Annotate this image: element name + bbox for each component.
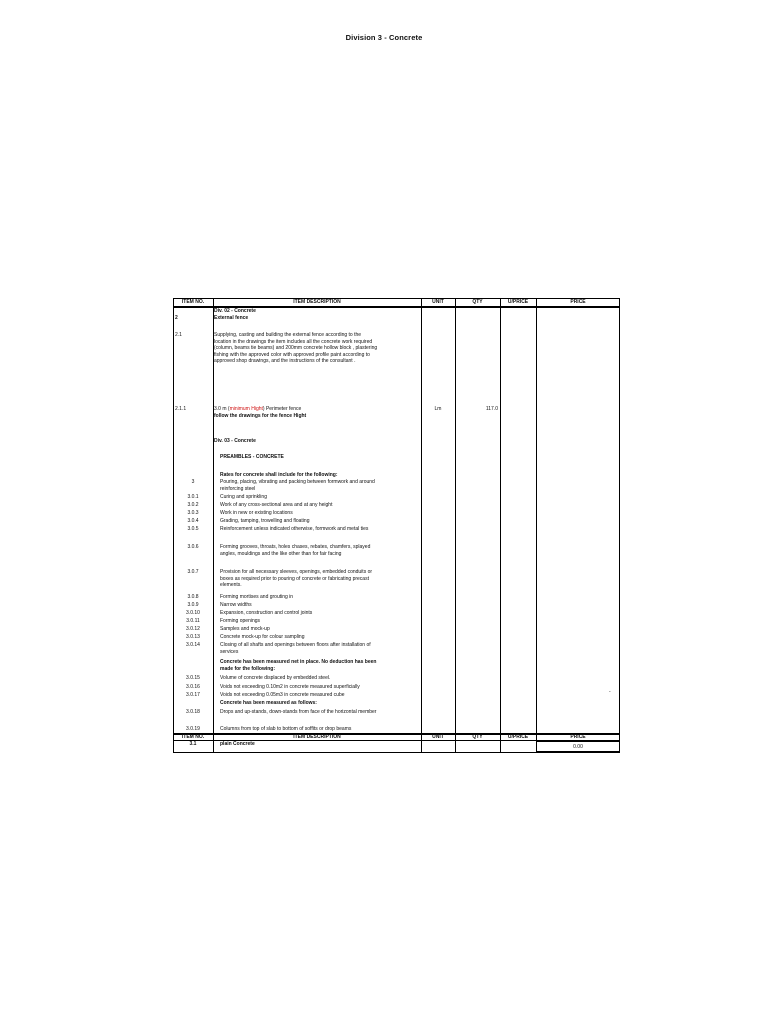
item-description: elements. [220, 582, 242, 588]
table-bottom-rule [173, 752, 620, 753]
item-number: 3.0.6 [187, 544, 199, 550]
item-number: 2.1.1 [175, 406, 187, 412]
item-number: 3.1 [189, 741, 197, 747]
item-description: Concrete mock-up for colour sampling [220, 634, 305, 640]
desc-text: ) Perimeter fence [262, 406, 302, 412]
item-description: location in the drawings the item includes all the concrete work required [214, 338, 373, 345]
item-description: follow the drawings for the fence Hight [214, 413, 307, 419]
item-number: 2.1 [175, 332, 182, 338]
item-description: Voids not exceeding 0.10m2 in concrete measured superficially [220, 684, 360, 690]
price-value: 0.00 [573, 744, 583, 750]
item-description: Expansion, construction and control joints [220, 610, 313, 616]
item-number: 3.0.4 [187, 518, 199, 524]
item-description: Volume of concrete displaced by embedded steel. [220, 675, 331, 681]
item-number: 3.0.19 [186, 726, 200, 732]
item-description: angles, mouldings and the like other than for fair facing [220, 550, 342, 557]
item-description: Curing and sprinkling [220, 494, 267, 500]
item-number: 3.0.3 [187, 510, 199, 516]
item-description: Closing of all shafts and openings between floors after installation of [220, 642, 371, 648]
desc-highlight: minimum Hight [229, 406, 263, 412]
item-number: 3.0.16 [186, 684, 200, 690]
item-number: 3.0.15 [186, 675, 200, 681]
header-uprice: U/PRICE [507, 734, 529, 740]
qty-value: 117.0 [485, 406, 498, 412]
header-unit: UNIT [432, 734, 444, 740]
item-description: Forming openings [220, 618, 261, 624]
header-description: ITEM DESCRIPTION [293, 299, 341, 305]
item-description: Forming mortises and grouting in [220, 594, 294, 600]
header-price: PRICE [570, 299, 586, 305]
item-description: Supplying, casting and building the external fence according to the [214, 332, 362, 338]
item-number: 3 [191, 479, 195, 485]
item-description: Pouring, placing, vibrating and packing between formwork and around [220, 479, 375, 485]
clause-heading: Concrete has been measured net in place. No deduction has been [220, 659, 377, 665]
item-number: 3.0.13 [186, 634, 200, 640]
item-number: 3.0.5 [187, 526, 199, 532]
item-number: 3.0.1 [187, 494, 199, 500]
section-subheading: PREAMBLES - CONCRETE [220, 454, 284, 460]
header-unit: UNIT [432, 299, 444, 305]
item-description: Provision for all necessary sleeves, openings, embedded conduits or [220, 569, 373, 575]
item-description: fishing with the approved color with approved profile paint according to [214, 351, 370, 358]
item-description: Columns from top of slab to bottom of soffits or drop beams [220, 726, 352, 732]
item-number: 3.0.12 [186, 626, 200, 632]
item-description: reinforcing steel [220, 485, 256, 492]
header-description: ITEM DESCRIPTION [293, 734, 341, 740]
item-number: 3.0.14 [186, 642, 200, 648]
item-description: plain Concrete [220, 741, 255, 747]
item-number: 3.0.18 [186, 709, 200, 715]
item-description: Reinforcement unless indicated otherwise, formwork and metal ties [220, 526, 369, 532]
column-divider [213, 298, 214, 753]
item-description: boxes as required prior to pouring of concrete or fabricating precast [220, 575, 369, 582]
item-description: Narrow widths [220, 602, 252, 608]
item-description: (column, beams tie beams) and 200mm concrete hollow block , plastering [214, 345, 378, 351]
item-description: Drops and up-stands, down-stands from face of the horizontal member [220, 709, 377, 715]
column-divider [455, 298, 456, 753]
bill-of-quantities-table [173, 298, 620, 753]
clause-heading: made for the following: [220, 665, 275, 672]
item-description: Voids not exceeding 0.05m3 in concrete measured cube [220, 692, 345, 698]
item-number: 3.0.7 [187, 569, 199, 575]
item-description: Samples and mock-up [220, 626, 270, 632]
item-description: Work in new or existing locations [220, 510, 293, 516]
clause-heading: Rates for concrete shall include for the following: [220, 472, 338, 478]
item-description: Work of any cross-sectional area and at any height [220, 502, 333, 508]
column-divider [421, 298, 422, 753]
unit-value: Lm [434, 406, 442, 412]
header-uprice: U/PRICE [507, 299, 529, 305]
item-number: 3.0.2 [187, 502, 199, 508]
header-qty: QTY [472, 299, 483, 305]
item-number: 3.0.8 [187, 594, 199, 600]
header-item-no: ITEM NO. [181, 299, 205, 305]
item-number: 3.0.10 [186, 610, 200, 616]
section-heading: Div. 03 - Concrete [214, 438, 256, 444]
item-description: Grading, tamping, trowelling and floating [220, 518, 310, 524]
item-number: 3.0.11 [186, 618, 200, 624]
header-price: PRICE [570, 734, 586, 740]
section-subheading: External fence [214, 315, 249, 321]
item-description: approved shop drawings, and the instructions of the consultant . [214, 358, 356, 364]
item-description: Forming grooves, throats, holes chases, rebates, chamfers, splayed [220, 544, 371, 550]
dash-mark: - [609, 689, 611, 695]
column-divider [536, 298, 537, 753]
item-description: services [220, 648, 239, 655]
item-number: 3.0.9 [187, 602, 199, 608]
item-number: 2 [175, 315, 178, 321]
desc-text: 3.0 m ( [214, 406, 230, 412]
item-number: 3.0.17 [186, 692, 200, 698]
section-heading: Div. 02 - Concrete [214, 308, 256, 314]
header-qty: QTY [472, 734, 483, 740]
column-divider [500, 298, 501, 753]
header-item-no: ITEM NO. [181, 734, 205, 740]
page-title: Division 3 - Concrete [345, 33, 423, 42]
clause-heading: Concrete has been measured as follows: [220, 700, 317, 706]
item-description [214, 406, 301, 412]
